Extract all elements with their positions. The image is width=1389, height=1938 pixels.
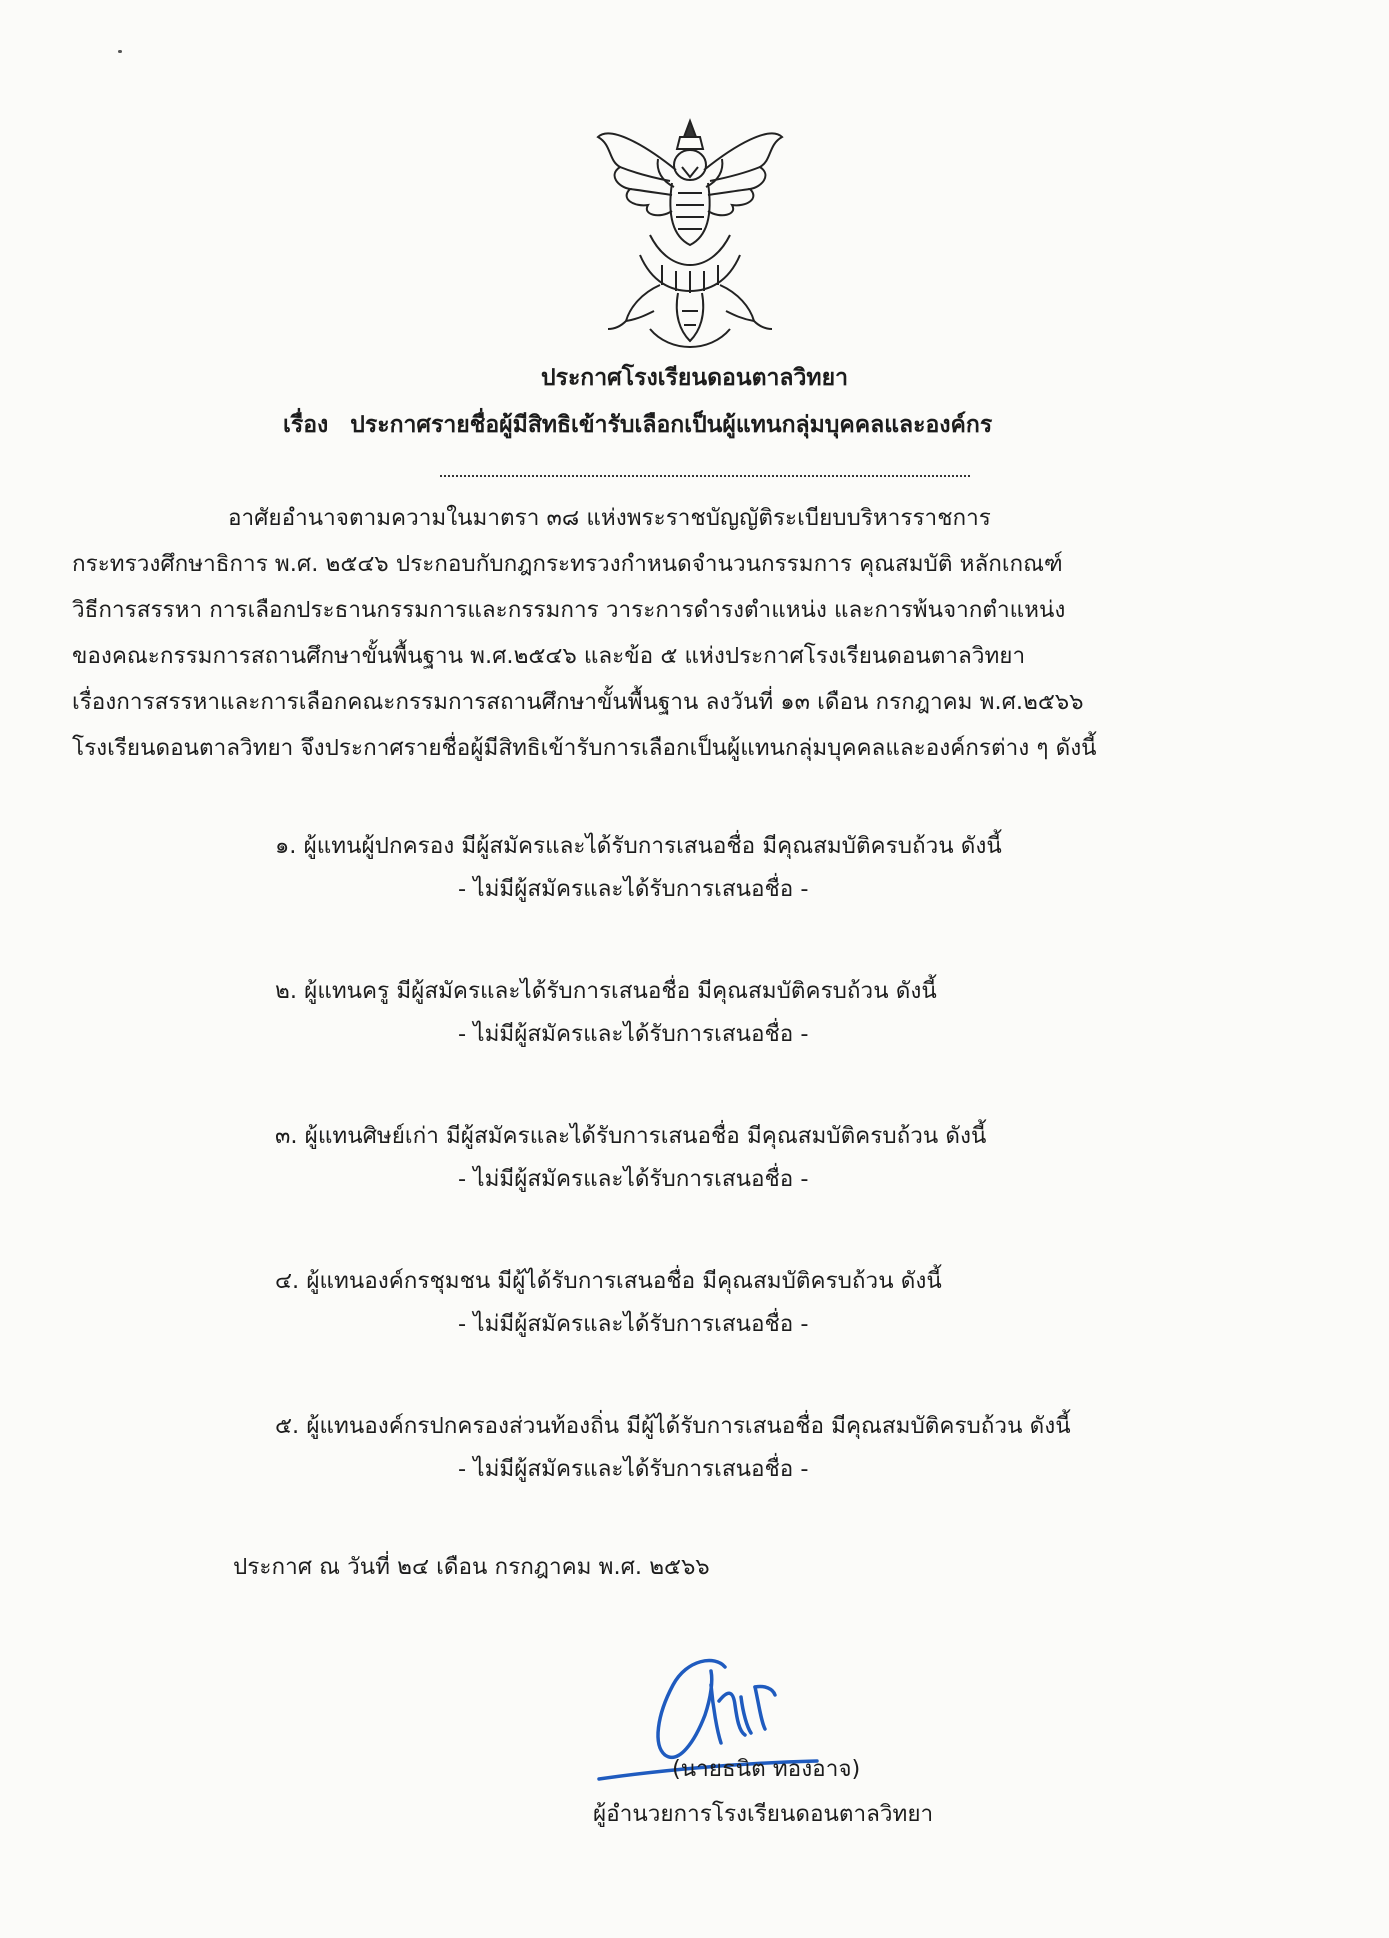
dotted-separator [440, 475, 970, 477]
body-line: เรื่องการสรรหาและการเลือกคณะกรรมการสถานศึกษาขั้นพื้นฐาน ลงวันที่ ๑๓ เดือน กรกฎาคม พ.ศ.๒๕๖๖ [72, 689, 1084, 715]
subject-text: ประกาศรายชื่อผู้มีสิทธิเข้ารับเลือกเป็นผู้แทนกลุ่มบุคคลและองค์กร [350, 412, 993, 438]
subject-label: เรื่อง [283, 412, 329, 438]
item-heading: ๑. ผู้แทนผู้ปกครอง มีผู้สมัครและได้รับการเสนอชื่อ มีคุณสมบัติครบถ้วน ดังนี้ [275, 833, 1002, 859]
item-heading: ๕. ผู้แทนองค์กรปกครองส่วนท้องถิ่น มีผู้ได้รับการเสนอชื่อ มีคุณสมบัติครบถ้วน ดังนี้ [275, 1413, 1071, 1439]
paper-speck [118, 50, 122, 53]
garuda-emblem-icon [590, 115, 790, 355]
signer-position: ผู้อำนวยการโรงเรียนดอนตาลวิทยา [593, 1801, 934, 1827]
announcement-subject [283, 407, 992, 443]
item-heading: ๔. ผู้แทนองค์กรชุมชน มีผู้ได้รับการเสนอชื่อ มีคุณสมบัติครบถ้วน ดังนี้ [275, 1268, 942, 1294]
announcement-title: ประกาศโรงเรียนดอนตาลวิทยา [541, 365, 848, 391]
item-result: - ไม่มีผู้สมัครและได้รับการเสนอชื่อ - [458, 1021, 809, 1047]
item-result: - ไม่มีผู้สมัครและได้รับการเสนอชื่อ - [458, 1311, 809, 1337]
body-line: ของคณะกรรมการสถานศึกษาขั้นพื้นฐาน พ.ศ.๒๕๔๖ และข้อ ๕ แห่งประกาศโรงเรียนดอนตาลวิทยา [72, 643, 1026, 669]
item-heading: ๓. ผู้แทนศิษย์เก่า มีผู้สมัครและได้รับการเสนอชื่อ มีคุณสมบัติครบถ้วน ดังนี้ [275, 1123, 987, 1149]
item-result: - ไม่มีผู้สมัครและได้รับการเสนอชื่อ - [458, 1166, 809, 1192]
body-line: กระทรวงศึกษาธิการ พ.ศ. ๒๕๔๖ ประกอบกับกฎกระทรวงกำหนดจำนวนกรรมการ คุณสมบัติ หลักเกณฑ์ [72, 551, 1063, 577]
body-line: โรงเรียนดอนตาลวิทยา จึงประกาศรายชื่อผู้มีสิทธิเข้ารับการเลือกเป็นผู้แทนกลุ่มบุคคลและองค์กรต่าง ๆ ดังนี้ [72, 735, 1097, 761]
signer-name: (นายธนิต ทองอาจ) [672, 1756, 861, 1782]
announcement-body [72, 495, 1337, 771]
announcement-date: ประกาศ ณ วันที่ ๒๔ เดือน กรกฎาคม พ.ศ. ๒๕๖๖ [233, 1554, 710, 1580]
item-result: - ไม่มีผู้สมัครและได้รับการเสนอชื่อ - [458, 876, 809, 902]
body-line: อาศัยอำนาจตามความในมาตรา ๓๘ แห่งพระราชบัญญัติระเบียบบริหารราชการ [228, 505, 991, 531]
item-heading: ๒. ผู้แทนครู มีผู้สมัครและได้รับการเสนอชื่อ มีคุณสมบัติครบถ้วน ดังนี้ [275, 978, 937, 1004]
body-line: วิธีการสรรหา การเลือกประธานกรรมการและกรรมการ วาระการดำรงตำแหน่ง และการพ้นจากตำแหน่ง [72, 597, 1066, 623]
item-result: - ไม่มีผู้สมัครและได้รับการเสนอชื่อ - [458, 1456, 809, 1482]
